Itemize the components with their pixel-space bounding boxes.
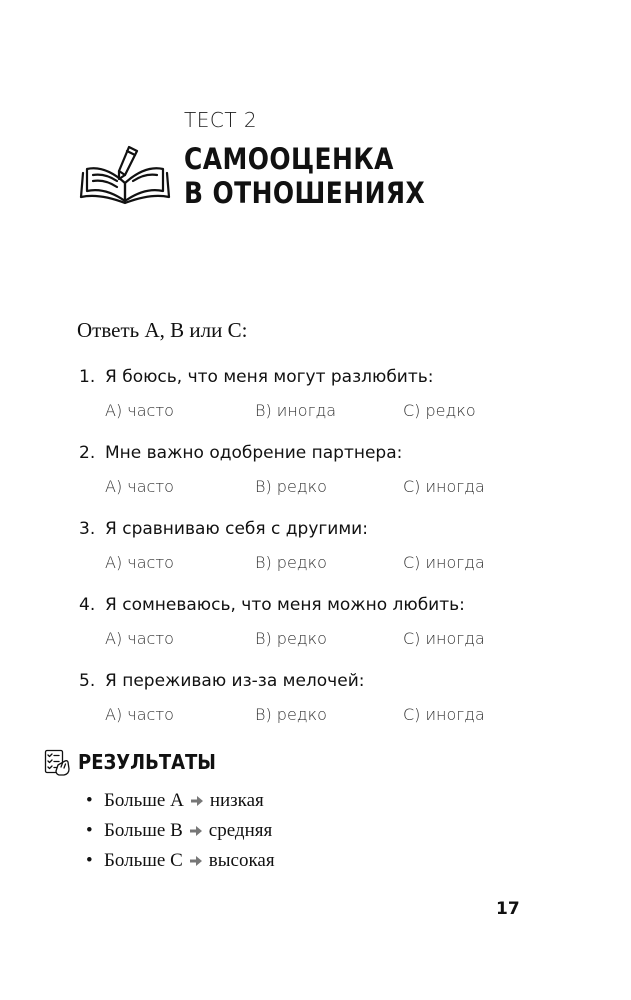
question-item	[79, 593, 549, 651]
question-item	[79, 669, 549, 727]
checklist-hand-icon	[44, 749, 70, 777]
answer-option-a[interactable]: А) часто	[105, 477, 174, 496]
answer-option-b[interactable]: В) иногда	[255, 401, 337, 420]
result-value: высокая	[208, 850, 275, 871]
answer-option-c[interactable]: С) иногда	[403, 629, 485, 648]
answer-options	[79, 551, 549, 575]
arrow-right-icon	[189, 855, 203, 867]
question-number: 5.	[79, 671, 96, 691]
result-label: Больше А	[104, 790, 184, 811]
list-item	[86, 816, 275, 846]
question-number: 1.	[79, 367, 96, 387]
answer-option-a[interactable]: А) часто	[105, 705, 174, 724]
question-text: Я боюсь, что меня могут разлюбить:	[105, 367, 434, 387]
answer-option-a[interactable]: А) часто	[105, 401, 174, 420]
answer-option-b[interactable]: В) редко	[255, 629, 327, 648]
question-text: Мне важно одобрение партнера:	[105, 443, 403, 463]
book-pencil-icon	[79, 143, 171, 209]
test-label: ТЕСТ 2	[184, 108, 258, 132]
arrow-right-icon	[190, 795, 204, 807]
list-item	[86, 846, 275, 876]
answer-option-c[interactable]: С) иногда	[403, 705, 485, 724]
answer-options	[79, 399, 549, 423]
results-title: РЕЗУЛЬТАТЫ	[78, 750, 216, 774]
answer-option-c[interactable]: С) иногда	[403, 553, 485, 572]
bullet: •	[86, 820, 93, 841]
result-value: средняя	[208, 820, 273, 841]
answer-option-c[interactable]: С) иногда	[403, 477, 485, 496]
results-list	[86, 786, 275, 876]
question-item	[79, 365, 549, 423]
page-number: 17	[496, 899, 520, 919]
answer-options	[79, 475, 549, 499]
question-number: 3.	[79, 519, 96, 539]
bullet: •	[86, 850, 93, 871]
answer-option-b[interactable]: В) редко	[255, 553, 327, 572]
title-line-1: САМООЦЕНКА	[184, 142, 394, 176]
answer-option-a[interactable]: А) часто	[105, 553, 174, 572]
question-item	[79, 517, 549, 575]
answer-option-c[interactable]: С) редко	[403, 401, 476, 420]
answer-option-a[interactable]: А) часто	[105, 629, 174, 648]
list-item	[86, 786, 275, 816]
bullet: •	[86, 790, 93, 811]
result-label: Больше С	[104, 850, 183, 871]
arrow-right-icon	[189, 825, 203, 837]
question-number: 4.	[79, 595, 96, 615]
question-number: 2.	[79, 443, 96, 463]
result-value: низкая	[209, 790, 264, 811]
question-text: Я сравниваю себя с другими:	[105, 519, 368, 539]
answer-option-b[interactable]: В) редко	[255, 705, 327, 724]
question-item	[79, 441, 549, 499]
result-label: Больше В	[104, 820, 183, 841]
question-text: Я сомневаюсь, что меня можно любить:	[105, 595, 465, 615]
instruction-text: Ответь А, В или С:	[77, 318, 248, 342]
title-line-2: В ОТНОШЕНИЯХ	[184, 176, 426, 210]
answer-option-b[interactable]: В) редко	[255, 477, 327, 496]
question-text: Я переживаю из-за мелочей:	[105, 671, 365, 691]
answer-options	[79, 703, 549, 727]
page-title	[184, 142, 425, 210]
answer-options	[79, 627, 549, 651]
